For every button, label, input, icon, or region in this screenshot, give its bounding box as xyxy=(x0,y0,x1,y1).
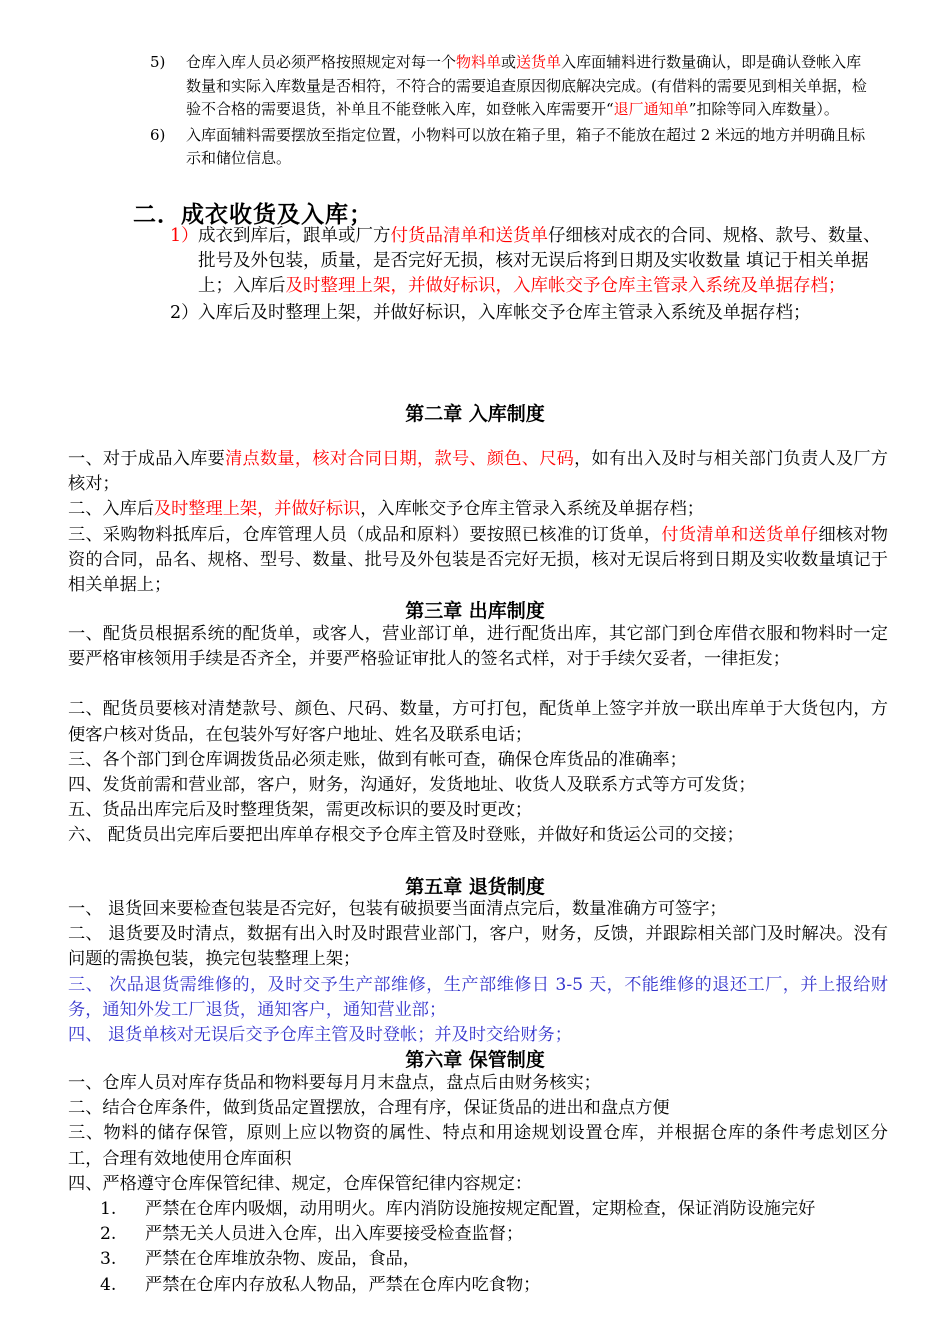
paragraph: 一、配货员根据系统的配货单，或客人，营业部订单，进行配货出库，其它部门到仓库借衣服和物料时一定要严格审核领用手续是否齐全，并要严格验证审批人的签名式样，对于手续欠妥者，一律拒发； xyxy=(68,624,888,670)
text-run: 入库面辅料进行数量确认，即是确认登帐入库数量和实际入库数量是否相符，不符合的需要追查原因彻底解决完成。(有借料的需要见到相关单据，检验不合格的需要退货，补单且不能登帐入库，如登帐入库需要开“ xyxy=(186,53,867,118)
text-run: 严禁在仓库堆放杂物、废品，食品， xyxy=(145,1249,421,1270)
list-item xyxy=(170,301,885,326)
text-run: 严禁在仓库内吸烟，动用明火。库内消防设施按规定配置，定期检查，保证消防设施完好 xyxy=(145,1199,816,1219)
text-run: 二、入库后 xyxy=(68,499,154,520)
item-number: 1. xyxy=(100,1199,117,1219)
paragraph: 六、 配货员出完库后要把出库单存根交予仓库主管及时登账，并做好和货运公司的交接； xyxy=(68,825,744,846)
paragraph xyxy=(68,447,888,497)
text-run: 成衣到库后，跟单或厂方 xyxy=(198,226,391,246)
storage-rules-list xyxy=(100,1197,890,1298)
text-run: 一、对于成品入库要 xyxy=(68,449,226,469)
chapter3-body xyxy=(68,622,888,849)
list-item xyxy=(100,1222,890,1247)
text-run: 仔细核对成衣的合同、规格、款号、数量、批号及外包装，质量，是否完好无损，核对无误后将到日期及实收数量 填记于相关单据上；入库后 xyxy=(198,226,881,296)
text-run: 入库面辅料需要摆放至指定位置，小物料可以放在箱子里，箱子不能放在超过 2 米远的地方并明确且标示和储位信息。 xyxy=(186,125,866,167)
chapter-title: 第五章 退货制度 xyxy=(405,876,545,898)
text-run-red: 送货单 xyxy=(516,53,562,71)
paragraph-blue: 三、 次品退货需维修的，及时交予生产部维修，生产部维修日 3-5 天，不能维修的退还工厂，并上报给财务，通知外发工厂退货，通知客户，通知营业部； xyxy=(68,974,888,1020)
list-item xyxy=(150,51,875,122)
text-run: ，入库帐交予仓库主管录入系统及单据存档； xyxy=(360,499,704,520)
text-run: 仓库入库人员必须严格按照规定对每一个 xyxy=(186,53,457,71)
text-run-red: 及时整理上架，并做好标识 xyxy=(153,499,361,520)
section-heading: 二．成衣收货及入库； xyxy=(133,201,373,228)
item-number: 4. xyxy=(100,1274,117,1295)
paragraph xyxy=(68,497,888,522)
text-run: ”扣除等同入库数量）。 xyxy=(688,100,839,118)
paragraph: 二、结合仓库条件，做到货品定置摆放，合理有序，保证货品的进出和盘点方便 xyxy=(68,1098,670,1119)
chapter6-body xyxy=(68,1071,888,1197)
inbound-rules-list xyxy=(150,51,875,171)
list-item xyxy=(100,1273,890,1298)
chapter-title: 第六章 保管制度 xyxy=(405,1049,545,1071)
paragraph: 五、货品出库完后及时整理货架，需更改标识的要及时更改； xyxy=(68,800,533,821)
chapter5-body xyxy=(68,897,888,1048)
text-run-red: 物料单 xyxy=(456,53,502,71)
item-number: 2） xyxy=(170,303,199,323)
text-run: 细核对物资的合同，品名、规格、型号、数量、批号及外包装是否完好无损，核对无误后将到日期及实收数量填记于相关单据上； xyxy=(68,524,888,596)
text-run-red: 付货清单和送货单仔 xyxy=(661,524,819,545)
text-run: 入库后及时整理上架，并做好标识，入库帐交予仓库主管录入系统及单据存档； xyxy=(198,303,811,323)
text-run-red: 退厂通知单 xyxy=(613,100,689,118)
paragraph: 二、 退货要及时清点，数据有出入时及时跟营业部门，客户，财务，反馈，并跟踪相关部门及时解决。没有问题的需换包装，换完包装整理上架； xyxy=(68,924,888,970)
paragraph: 四、发货前需和营业部，客户，财务，沟通好，发货地址、收货人及联系方式等方可发货； xyxy=(68,775,756,796)
item-number: 5) xyxy=(150,53,166,71)
paragraph xyxy=(68,523,888,599)
garment-receiving-list xyxy=(170,224,885,326)
list-item xyxy=(150,124,875,171)
paragraph: 三、物料的储存保管，原则上应以物资的属性、特点和用途规划设置仓库，并根据仓库的条件考虑划区分工，合理有效地使用仓库面积 xyxy=(68,1123,888,1169)
text-run: 或 xyxy=(501,53,517,71)
item-number: 1） xyxy=(170,226,199,246)
chapter2-body xyxy=(68,447,888,598)
paragraph: 一、 退货回来要检查包装是否完好，包装有破损要当面清点完后，数量准确方可签字； xyxy=(68,899,727,919)
text-run-red: 及时整理上架，并做好标识，入库帐交予仓库主管录入系统及单据存档； xyxy=(285,276,846,296)
list-item xyxy=(170,224,885,299)
text-run: ，如有出入及时与相关部门负责人及厂方核对； xyxy=(68,449,888,495)
list-item xyxy=(100,1247,890,1272)
text-run: 三、采购物料抵库后，仓库管理人员（成品和原料）要按照已核准的订货单， xyxy=(68,524,662,545)
text-run: 严禁在仓库内存放私人物品，严禁在仓库内吃食物； xyxy=(145,1274,541,1295)
paragraph: 三、各个部门到仓库调拨货品必须走账，做到有帐可查，确保仓库货品的准确率； xyxy=(68,749,687,770)
text-run-red: 付货品清单和送货单 xyxy=(390,226,548,246)
item-number: 6) xyxy=(150,125,166,144)
paragraph: 四、严格遵守仓库保管纪律、规定，仓库保管纪律内容规定： xyxy=(68,1173,533,1194)
item-number: 3. xyxy=(100,1249,117,1270)
item-number: 2. xyxy=(100,1224,117,1245)
paragraph-blue: 四、 退货单核对无误后交予仓库主管及时登帐；并及时交给财务； xyxy=(68,1025,572,1046)
chapter-title: 第二章 入库制度 xyxy=(405,403,545,425)
chapter-title: 第三章 出库制度 xyxy=(405,600,545,622)
text-run: 严禁无关人员进入仓库，出入库要接受检查监督； xyxy=(145,1224,524,1245)
text-run-red: 清点数量，核对合同日期，款号、颜色、尺码 xyxy=(225,449,575,469)
list-item xyxy=(100,1197,890,1222)
paragraph: 一、仓库人员对库存货品和物料要每月月末盘点，盘点后由财务核实； xyxy=(68,1073,601,1093)
paragraph: 二、配货员要核对清楚款号、颜色、尺码、数量，方可打包，配货单上签字并放一联出库单于大货包内，方便客户核对货品，在包装外写好客户地址、姓名及联系电话； xyxy=(68,699,888,745)
